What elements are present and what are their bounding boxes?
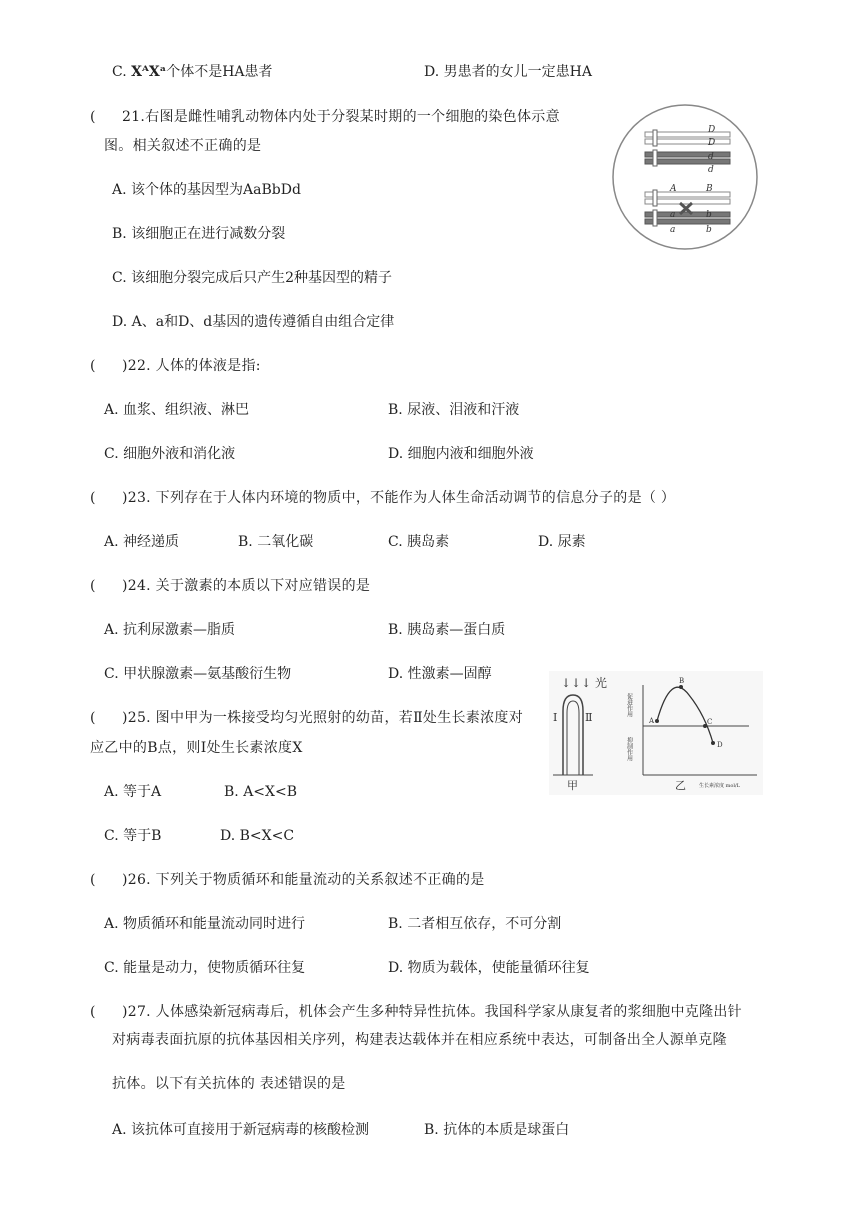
fig-label-a1: a (670, 210, 676, 220)
q24-paren: ( (90, 578, 96, 594)
q24-option-c: C. 甲状腺激素—氨基酸衍生物 (104, 666, 292, 682)
q21-paren: ( (90, 109, 96, 125)
fig-point-A: A (649, 717, 655, 725)
q27-stem-line1: )27. 人体感染新冠病毒后，机体会产生多种特异性抗体。我国科学家从康复者的浆细胞中克隆出针 (122, 1004, 742, 1020)
q25-option-b: B. A<X<B (224, 784, 298, 800)
fig-label-A: A (670, 184, 677, 194)
q23-option-a: A. 神经递质 (104, 534, 180, 550)
fig-label-jia: 甲 (567, 779, 578, 792)
fig-label-D1: D (708, 125, 716, 135)
q24-option-d: D. 性激素—固醇 (388, 666, 492, 682)
q25-stem-line1: )25. 图中甲为一株接受均匀光照射的幼苗，若Ⅱ处生长素浓度对 (122, 710, 523, 726)
q23-option-c: C. 胰岛素 (388, 534, 450, 550)
q25-option-d: D. B<X<C (220, 828, 295, 844)
fig-label-B: B (706, 184, 713, 194)
fig-xaxis-label: 生长素浓度 mol/L (699, 783, 740, 789)
fig-label-I: Ⅰ (553, 711, 558, 724)
q25-auxin-figure (549, 671, 763, 795)
fig-label-b2: b (706, 225, 712, 235)
q23-paren: ( (90, 490, 96, 506)
q27-paren: ( (90, 1004, 96, 1020)
fig-promote-label: 促进作用 (625, 693, 633, 717)
fig-point-D: D (717, 741, 723, 749)
q27-option-b: B. 抗体的本质是球蛋白 (424, 1122, 570, 1138)
q21-stem-line1: 21.右图是雌性哺乳动物体内处于分裂某时期的一个细胞的染色体示意 (122, 109, 560, 125)
q21-option-d: D. A、a和D、d基因的遗传遵循自由组合定律 (112, 314, 395, 330)
fig-label-d2: d (708, 165, 714, 175)
q24-option-a: A. 抗利尿激素—脂质 (104, 622, 236, 638)
q22-stem: )22. 人体的体液是指: (122, 358, 261, 374)
fig-inhibit-label: 抑制作用 (625, 737, 633, 761)
q27-stem-line2: 对病毒表面抗原的抗体基因相关序列，构建表达载体并在相应系统中表达，可制备出全人源单克隆 (112, 1032, 727, 1048)
q26-option-c: C. 能量是动力，使物质循环往复 (104, 960, 306, 976)
q21-option-c: C. 该细胞分裂完成后只产生2种基因型的精子 (112, 270, 393, 286)
q22-paren: ( (90, 358, 96, 374)
q22-option-a: A. 血浆、组织液、淋巴 (104, 402, 250, 418)
fig-label-b1: b (706, 210, 712, 220)
fig-label-D2: D (708, 138, 716, 148)
q24-stem: )24. 关于激素的本质以下对应错误的是 (122, 578, 371, 594)
q20-option-d: D. 男患者的女儿一定患HA (424, 64, 592, 80)
q26-stem: )26. 下列关于物质循环和能量流动的关系叙述不正确的是 (122, 872, 485, 888)
q21-option-b: B. 该细胞正在进行减数分裂 (112, 226, 286, 242)
q27-option-a: A. 该抗体可直接用于新冠病毒的核酸检测 (112, 1122, 370, 1138)
q26-option-a: A. 物质循环和能量流动同时进行 (104, 916, 306, 932)
q20-option-c-prefix: C. (112, 64, 132, 80)
q25-option-a: A. 等于A (104, 784, 162, 800)
q25-stem-line2: 应乙中的B点，则Ⅰ处生长素浓度X (90, 740, 303, 756)
q21-chromosome-figure (610, 102, 760, 252)
q22-option-b: B. 尿液、泪液和汗液 (388, 402, 520, 418)
fig-point-C: C (707, 718, 713, 726)
q26-option-b: B. 二者相互依存，不可分割 (388, 916, 562, 932)
q22-option-c: C. 细胞外液和消化液 (104, 446, 236, 462)
q23-stem: )23. 下列存在于人体内环境的物质中，不能作为人体生命活动调节的信息分子的是（ ） (122, 490, 676, 506)
fig-label-yi: 乙 (675, 779, 686, 792)
q25-paren: ( (90, 710, 96, 726)
q20-option-c-text: 个体不是HA患者 (166, 64, 273, 80)
fig-light-label: ↓↓↓ 光 (561, 676, 607, 690)
q25-option-c: C. 等于B (104, 828, 162, 844)
q23-option-d: D. 尿素 (538, 534, 586, 550)
q26-option-d: D. 物质为载体，使能量循环往复 (388, 960, 590, 976)
q24-option-b: B. 胰岛素—蛋白质 (388, 622, 506, 638)
q27-stem-line3: 抗体。以下有关抗体的 表述错误的是 (112, 1076, 346, 1092)
fig-label-d1: d (708, 152, 714, 162)
fig-point-B: B (679, 677, 685, 685)
q20-option-c (112, 62, 273, 82)
fig-label-II: Ⅱ (585, 711, 593, 724)
q26-paren: ( (90, 872, 96, 888)
q22-option-d: D. 细胞内液和细胞外液 (388, 446, 534, 462)
fig-label-a2: a (670, 225, 676, 235)
q21-stem-line2: 图。相关叙述不正确的是 (104, 138, 262, 154)
q21-option-a: A. 该个体的基因型为AaBbDd (112, 182, 301, 198)
q20-option-c-genotype: XᴬXᵃ (131, 64, 167, 80)
q23-option-b: B. 二氧化碳 (238, 534, 314, 550)
